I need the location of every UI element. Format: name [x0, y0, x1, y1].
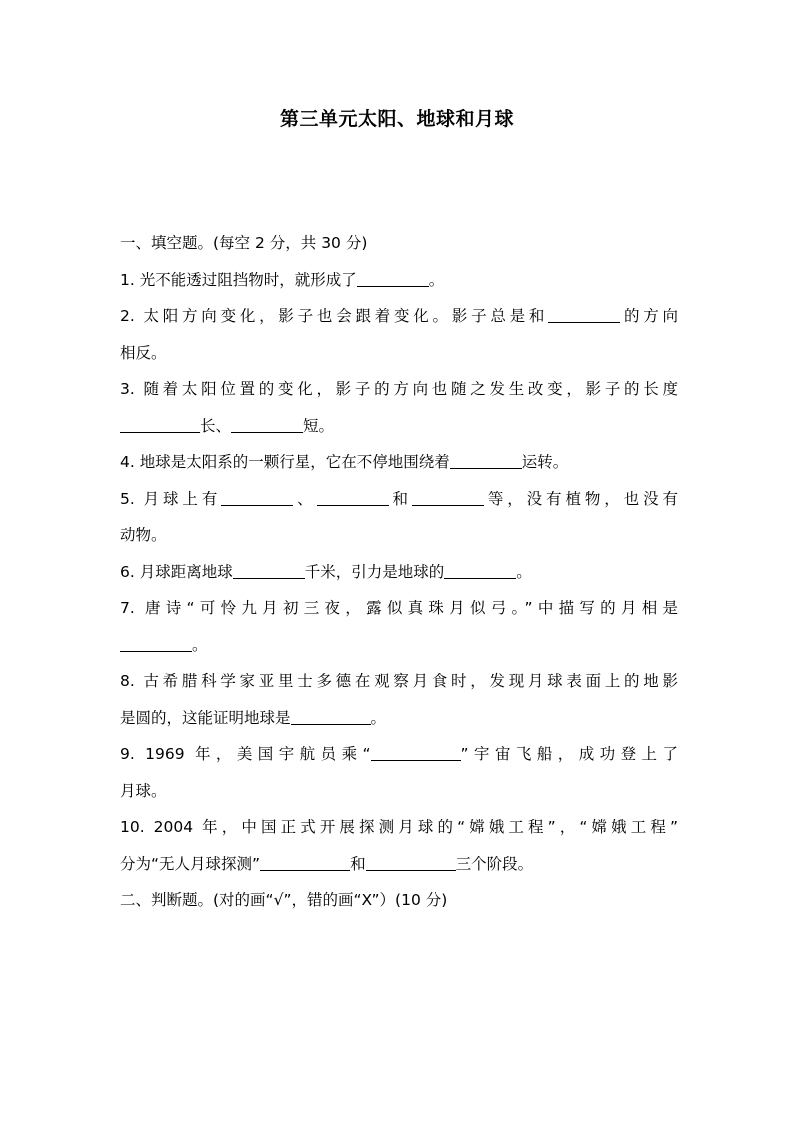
- question-text: 相反。: [120, 343, 167, 362]
- question-5-cont: [120, 517, 678, 554]
- question-text: 2. 太阳方向变化，影子也会跟着变化。影子总是和: [120, 307, 549, 325]
- answer-blank[interactable]: [120, 635, 192, 652]
- question-10: [120, 809, 678, 846]
- worksheet-body: [120, 225, 678, 919]
- answer-blank[interactable]: [357, 270, 429, 287]
- section-heading-true-false: 二、判断题。(对的画“√”，错的画“X”）(10 分): [120, 891, 448, 909]
- question-text: 7. 唐诗“可怜九月初三夜，露似真珠月似弓。”中描写的月相是: [120, 599, 678, 617]
- answer-blank[interactable]: [221, 489, 293, 506]
- question-text: 。: [370, 708, 387, 727]
- answer-blank[interactable]: [371, 745, 461, 762]
- question-8-cont: [120, 700, 678, 737]
- question-text: 10. 2004 年，中国正式开展探测月球的“嫦娥工程”，“嫦娥工程”: [120, 818, 678, 836]
- question-2-cont: [120, 335, 678, 372]
- question-text: 运转。: [521, 453, 569, 471]
- answer-blank[interactable]: [231, 416, 303, 433]
- question-7-cont: [120, 627, 678, 664]
- question-1: [120, 262, 678, 299]
- section-heading-fill-in: 一、填空题。(每空 2 分，共 30 分): [120, 234, 368, 252]
- answer-blank[interactable]: [366, 854, 456, 871]
- question-text: 1. 光不能透过阻挡物时，就形成了: [120, 270, 357, 289]
- question-7: [120, 590, 678, 627]
- question-text: 和: [388, 489, 412, 508]
- question-text: 5. 月球上有: [120, 489, 222, 508]
- question-text: 千米，引力是地球的: [304, 562, 445, 581]
- question-text: 3. 随着太阳位置的变化，影子的方向也随之发生改变，影子的长度: [120, 380, 678, 398]
- answer-blank[interactable]: [233, 562, 305, 579]
- question-text: 是圆的，这能证明地球是: [120, 708, 291, 727]
- question-text: 的方向: [620, 307, 678, 325]
- question-text: 长、: [200, 416, 232, 435]
- question-text: 分为“无人月球探测”: [120, 854, 261, 873]
- question-text: 三个阶段。: [455, 854, 534, 873]
- question-text: 9. 1969 年，美国宇航员乘“: [120, 745, 371, 763]
- question-6: [120, 554, 678, 591]
- page-title: 第三单元太阳、地球和月球: [279, 108, 514, 130]
- answer-blank[interactable]: [412, 489, 484, 506]
- question-10-cont: [120, 846, 678, 883]
- question-text: 。: [428, 270, 445, 289]
- question-text: 短。: [303, 416, 335, 435]
- answer-blank[interactable]: [444, 562, 516, 579]
- question-8: [120, 663, 678, 700]
- question-text: 4. 地球是太阳系的一颗行星，它在不停地围绕着: [120, 453, 450, 471]
- question-text: 8. 古希腊科学家亚里士多德在观察月食时，发现月球表面上的地影: [120, 672, 678, 690]
- question-9-cont: [120, 773, 678, 810]
- question-text: 6. 月球距离地球: [120, 562, 233, 581]
- question-4: [120, 444, 678, 481]
- question-text: 月球。: [120, 781, 167, 800]
- answer-blank[interactable]: [317, 489, 389, 506]
- answer-blank[interactable]: [120, 416, 200, 433]
- question-2: [120, 298, 678, 335]
- question-text: 等，没有植物，也没有: [483, 489, 678, 508]
- question-text: ”宇宙飞船，成功登上了: [460, 745, 678, 763]
- question-text: 。: [516, 562, 532, 581]
- question-text: 和: [350, 854, 366, 873]
- answer-blank[interactable]: [450, 453, 522, 470]
- answer-blank[interactable]: [260, 854, 350, 871]
- question-5: [120, 481, 678, 518]
- question-3: [120, 371, 678, 408]
- question-text: 动物。: [120, 526, 167, 544]
- question-9: [120, 736, 678, 773]
- question-3-cont: [120, 408, 678, 445]
- answer-blank[interactable]: [291, 708, 371, 725]
- question-text: 、: [293, 489, 317, 508]
- answer-blank[interactable]: [548, 307, 620, 324]
- question-text: 。: [192, 635, 208, 654]
